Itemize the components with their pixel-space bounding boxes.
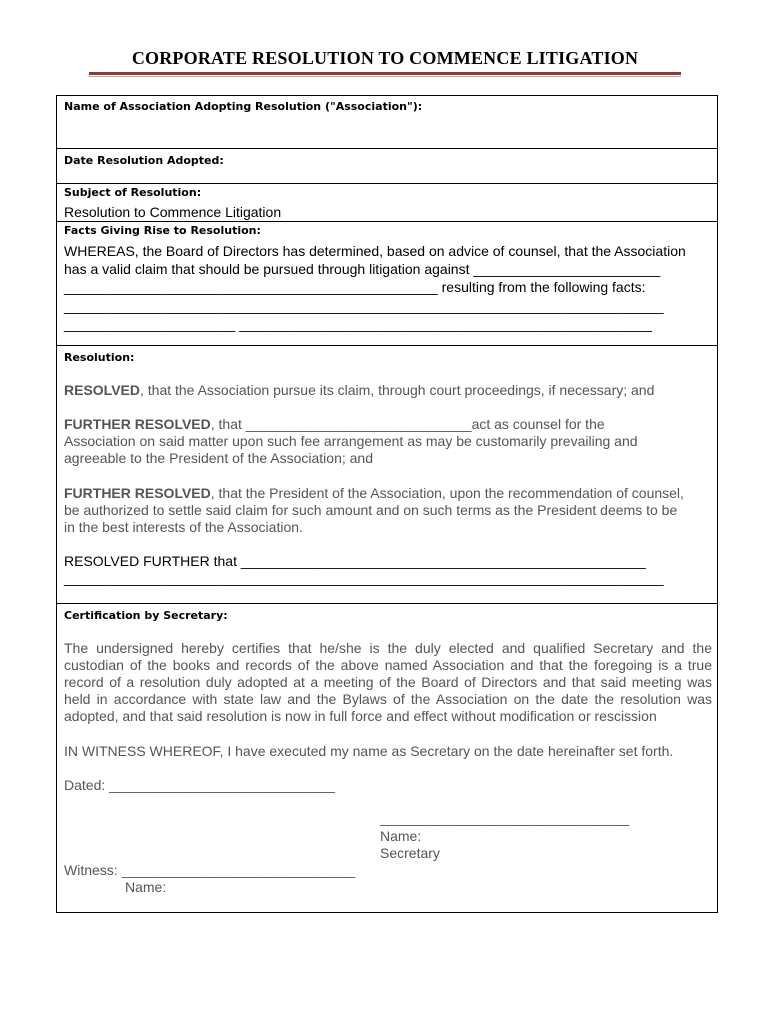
further-resolved-counsel-line: agreeable to the President of the Association; and (64, 450, 373, 466)
facts-line[interactable]: has a valid claim that should be pursued through litigation against ________________________ (64, 261, 661, 277)
association-name-section[interactable] (57, 96, 717, 149)
resolved-keyword: RESOLVED (64, 382, 140, 398)
resolved-text: , that the Association pursue its claim, through court proceedings, if necessary; and (139, 382, 655, 398)
date-adopted-label: Date Resolution Adopted: (64, 154, 224, 167)
subject-value[interactable]: Resolution to Commence Litigation (64, 204, 282, 220)
title-underline (89, 72, 681, 75)
subject-label: Subject of Resolution: (64, 186, 202, 199)
facts-blank-line[interactable]: _____________________________________________________________________________ (64, 298, 664, 314)
facts-line: WHEREAS, the Board of Directors has determined, based on advice of counsel, that the Association (64, 243, 686, 259)
facts-label: Facts Giving Rise to Resolution: (64, 224, 261, 237)
witness-clause: IN WITNESS WHEREOF, I have executed my name as Secretary on the date hereinafter set forth. (64, 743, 674, 759)
document-title: CORPORATE RESOLUTION TO COMMENCE LITIGATION (131, 48, 639, 68)
secretary-signature-line[interactable]: ________________________________ (380, 810, 630, 826)
association-name-label: Name of Association Adopting Resolution ("Association"): (64, 100, 423, 113)
subject-section (57, 184, 717, 222)
resolved-paragraph (64, 382, 654, 399)
further-resolved-keyword: FURTHER RESOLVED (64, 485, 211, 501)
resolved-further-line[interactable]: RESOLVED FURTHER that ____________________________________________________ (64, 553, 646, 569)
further-resolved-settle-line: be authorized to settle said claim for such amount and on such terms as the President deems to be (64, 502, 678, 518)
resolution-label: Resolution: (64, 351, 135, 364)
counsel-blank-text: , that _____________________________act as counsel for the (210, 416, 605, 432)
secretary-title: Secretary (380, 845, 440, 861)
date-adopted-section[interactable] (57, 149, 717, 184)
resolved-further-blank[interactable]: _____________________________________________________________________________ (64, 570, 664, 586)
resolution-section (57, 346, 717, 604)
facts-blank-line[interactable]: ______________________ _____________________________________________________ (64, 316, 652, 332)
facts-line[interactable]: ________________________________________________ resulting from the following facts: (64, 279, 646, 295)
secretary-name-label: Name: (380, 828, 422, 844)
certification-body: The undersigned hereby certifies that he/she is the duly elected and qualified Secretary and the custodian of the books and records of the above named Association and that the foregoing is a true record of a resolution duly adopted at a meeting of the Board of Directors and that said meeting was held in accordance with state law and the Bylaws of the Association on the date the resolution was adopted, and that said resolution is now in full force and effect without modification or rescission (64, 640, 712, 724)
further-resolved-counsel-line: Association on said matter upon such fee arrangement as may be customarily prevailing and (64, 433, 638, 449)
certification-label: Certification by Secretary: (64, 609, 228, 622)
further-resolved-keyword: FURTHER RESOLVED (64, 416, 211, 432)
dated-field[interactable]: Dated: _____________________________ (64, 777, 335, 793)
further-resolved-settle-line: in the best interests of the Association. (64, 519, 303, 535)
further-resolved-counsel[interactable] (64, 416, 605, 433)
title-underline-shadow (89, 76, 681, 77)
resolution-form (56, 95, 718, 913)
certification-section (57, 604, 717, 912)
further-resolved-settle (64, 485, 684, 502)
facts-section (57, 222, 717, 346)
witness-field[interactable]: Witness: ______________________________ (64, 862, 356, 878)
settle-text: , that the President of the Association, upon the recommendation of counsel, (210, 485, 684, 501)
witness-name-label: Name: (125, 879, 167, 895)
